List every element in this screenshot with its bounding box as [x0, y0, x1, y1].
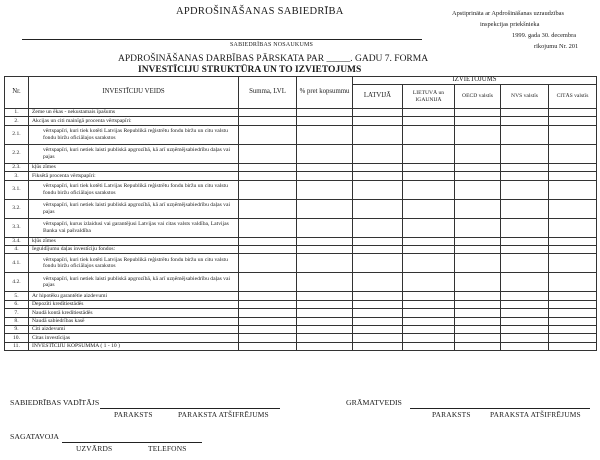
cell-other[interactable] [549, 199, 597, 218]
cell-oecd[interactable] [455, 125, 501, 144]
cell-lt-ee[interactable] [403, 172, 455, 180]
row-number: 7. [5, 309, 29, 317]
cell-latvia[interactable] [353, 237, 403, 245]
cell-pct[interactable] [297, 300, 353, 308]
company-name-line[interactable] [22, 39, 422, 40]
row-number: 3.2. [5, 199, 29, 218]
cell-nvs[interactable] [501, 273, 549, 292]
cell-pct[interactable] [297, 117, 353, 125]
cell-sum[interactable] [239, 117, 297, 125]
cell-oecd[interactable] [455, 342, 501, 350]
cell-pct[interactable] [297, 292, 353, 300]
cell-sum[interactable] [239, 273, 297, 292]
prepared-line[interactable] [62, 442, 202, 443]
cell-other[interactable] [549, 317, 597, 325]
accountant-sign-caption: PARAKSTS [432, 410, 471, 419]
cell-oecd[interactable] [455, 199, 501, 218]
approval-line-1: Apstiprināta ar Apdrošināšanas uzraudzības [452, 10, 564, 17]
cell-lt-ee[interactable] [403, 300, 455, 308]
row-number: 10. [5, 334, 29, 342]
cell-nvs[interactable] [501, 172, 549, 180]
cell-pct[interactable] [297, 325, 353, 333]
row-number: 3. [5, 172, 29, 180]
table-row [5, 273, 597, 292]
cell-nvs[interactable] [501, 325, 549, 333]
prepared-name-caption: UZVĀRDS [76, 444, 113, 453]
table-row [5, 117, 597, 125]
cell-sum[interactable] [239, 163, 297, 171]
cell-oecd[interactable] [455, 218, 501, 237]
table-row [5, 144, 597, 163]
cell-latvia[interactable] [353, 300, 403, 308]
cell-sum[interactable] [239, 300, 297, 308]
cell-other[interactable] [549, 245, 597, 253]
cell-latvia[interactable] [353, 199, 403, 218]
cell-lt-ee[interactable] [403, 254, 455, 273]
row-number: 6. [5, 300, 29, 308]
cell-lt-ee[interactable] [403, 325, 455, 333]
cell-other[interactable] [549, 109, 597, 117]
row-number: 1. [5, 109, 29, 117]
cell-nvs[interactable] [501, 254, 549, 273]
cell-other[interactable] [549, 342, 597, 350]
cell-other[interactable] [549, 218, 597, 237]
cell-pct[interactable] [297, 342, 353, 350]
cell-sum[interactable] [239, 237, 297, 245]
cell-pct[interactable] [297, 199, 353, 218]
cell-lt-ee[interactable] [403, 245, 455, 253]
cell-oecd[interactable] [455, 300, 501, 308]
row-description: Akcijas un citi mainīgā procenta vērtspapīri: [29, 117, 239, 125]
cell-other[interactable] [549, 117, 597, 125]
cell-pct[interactable] [297, 334, 353, 342]
accountant-label: GRĀMATVEDIS [346, 398, 402, 407]
row-number: 3.1. [5, 180, 29, 199]
cell-lt-ee[interactable] [403, 125, 455, 144]
table-row [5, 300, 597, 308]
cell-pct[interactable] [297, 218, 353, 237]
table-row [5, 342, 597, 350]
row-number: 4. [5, 245, 29, 253]
col-header-oecd: OECD valstīs [455, 85, 501, 109]
cell-lt-ee[interactable] [403, 180, 455, 199]
row-description: vērtspapīri, kuri netiek laisti publiskā apgrozībā, kā arī uzņēmējsabiedrību daļas vai pajas [29, 199, 239, 218]
cell-sum[interactable] [239, 254, 297, 273]
row-number: 9. [5, 325, 29, 333]
cell-sum[interactable] [239, 125, 297, 144]
cell-pct[interactable] [297, 144, 353, 163]
row-number: 2. [5, 117, 29, 125]
cell-latvia[interactable] [353, 317, 403, 325]
cell-latvia[interactable] [353, 180, 403, 199]
table-row [5, 163, 597, 171]
cell-nvs[interactable] [501, 245, 549, 253]
approval-note [452, 8, 598, 52]
head-label: SABIEDRĪBAS VADĪTĀJS [10, 398, 100, 407]
row-number: 5. [5, 292, 29, 300]
cell-oecd[interactable] [455, 180, 501, 199]
cell-other[interactable] [549, 300, 597, 308]
cell-nvs[interactable] [501, 218, 549, 237]
cell-nvs[interactable] [501, 334, 549, 342]
cell-nvs[interactable] [501, 180, 549, 199]
cell-other[interactable] [549, 309, 597, 317]
cell-sum[interactable] [239, 317, 297, 325]
cell-pct[interactable] [297, 237, 353, 245]
cell-lt-ee[interactable] [403, 109, 455, 117]
table-row [5, 199, 597, 218]
cell-nvs[interactable] [501, 342, 549, 350]
cell-sum[interactable] [239, 245, 297, 253]
cell-pct[interactable] [297, 245, 353, 253]
col-header-type: INVESTĪCIJU VEIDS [29, 77, 239, 109]
cell-lt-ee[interactable] [403, 273, 455, 292]
row-number: 2.1. [5, 125, 29, 144]
row-description: Naudā sabiedrības kasē [29, 317, 239, 325]
head-signature-line[interactable] [100, 408, 280, 409]
col-header-sum: Summa, LVL [239, 77, 297, 109]
cell-sum[interactable] [239, 342, 297, 350]
cell-nvs[interactable] [501, 300, 549, 308]
investment-table [4, 76, 597, 351]
table-row [5, 245, 597, 253]
cell-oecd[interactable] [455, 334, 501, 342]
cell-oecd[interactable] [455, 163, 501, 171]
cell-pct[interactable] [297, 180, 353, 199]
cell-oecd[interactable] [455, 317, 501, 325]
report-subtitle: INVESTĪCIJU STRUKTŪRA UN TO IZVIETOJUMS [138, 65, 362, 75]
cell-oecd[interactable] [455, 325, 501, 333]
table-row [5, 109, 597, 117]
row-description: Depozīti kredītiestādēs [29, 300, 239, 308]
table-row [5, 180, 597, 199]
approval-line-4: rīkojumu Nr. 201 [534, 43, 579, 50]
cell-other[interactable] [549, 273, 597, 292]
cell-latvia[interactable] [353, 325, 403, 333]
cell-pct[interactable] [297, 254, 353, 273]
cell-latvia[interactable] [353, 245, 403, 253]
table-row [5, 325, 597, 333]
row-description: INVESTĪCIJU KOPSUMMA ( 1 - 10 ) [29, 342, 239, 350]
cell-latvia[interactable] [353, 273, 403, 292]
cell-oecd[interactable] [455, 254, 501, 273]
cell-other[interactable] [549, 163, 597, 171]
cell-latvia[interactable] [353, 172, 403, 180]
cell-sum[interactable] [239, 325, 297, 333]
insurer-title: APDROŠINĀŠANAS SABIEDRĪBA [176, 6, 344, 17]
cell-nvs[interactable] [501, 237, 549, 245]
cell-sum[interactable] [239, 144, 297, 163]
cell-latvia[interactable] [353, 117, 403, 125]
table-row [5, 125, 597, 144]
cell-lt-ee[interactable] [403, 218, 455, 237]
col-header-other: CITĀS valstīs [549, 85, 597, 109]
row-description: Ieguldījumu daļas investīciju fondos: [29, 245, 239, 253]
cell-other[interactable] [549, 334, 597, 342]
company-name-caption: SABIEDRĪBAS NOSAUKUMS [230, 42, 314, 48]
cell-sum[interactable] [239, 109, 297, 117]
head-decode-caption: PARAKSTA ATŠIFRĒJUMS [178, 410, 269, 419]
cell-oecd[interactable] [455, 109, 501, 117]
cell-latvia[interactable] [353, 342, 403, 350]
approval-line-2: inspekcijas priekšnieka [480, 21, 540, 28]
row-description: Citi aizdevumi [29, 325, 239, 333]
cell-nvs[interactable] [501, 163, 549, 171]
cell-pct[interactable] [297, 273, 353, 292]
cell-oecd[interactable] [455, 292, 501, 300]
cell-pct[interactable] [297, 125, 353, 144]
cell-lt-ee[interactable] [403, 334, 455, 342]
row-number: 4.1. [5, 254, 29, 273]
cell-nvs[interactable] [501, 117, 549, 125]
prepared-phone-caption: TELEFONS [148, 444, 187, 453]
table-row [5, 292, 597, 300]
cell-nvs[interactable] [501, 317, 549, 325]
cell-latvia[interactable] [353, 144, 403, 163]
cell-other[interactable] [549, 180, 597, 199]
table-row [5, 254, 597, 273]
row-description: vērtspapīri, kurus izlaidusi vai garantējusi Latvijas vai citas valsts valdība, Latvijas Banka vai pašvaldība [29, 218, 239, 237]
cell-other[interactable] [549, 125, 597, 144]
cell-sum[interactable] [239, 172, 297, 180]
cell-other[interactable] [549, 144, 597, 163]
approval-line-3: 1999. gada 30. decembra [512, 32, 577, 39]
row-number: 11. [5, 342, 29, 350]
row-description: Zeme un ēkas - nekustamais īpašums [29, 109, 239, 117]
cell-lt-ee[interactable] [403, 237, 455, 245]
cell-lt-ee[interactable] [403, 163, 455, 171]
cell-pct[interactable] [297, 309, 353, 317]
cell-lt-ee[interactable] [403, 117, 455, 125]
cell-sum[interactable] [239, 309, 297, 317]
cell-nvs[interactable] [501, 109, 549, 117]
table-row [5, 172, 597, 180]
cell-nvs[interactable] [501, 199, 549, 218]
row-description: Citas investīcijas [29, 334, 239, 342]
cell-other[interactable] [549, 325, 597, 333]
table-row [5, 317, 597, 325]
cell-other[interactable] [549, 172, 597, 180]
row-description: Ar hipotēku garantētie aizdevumi [29, 292, 239, 300]
table-row [5, 309, 597, 317]
row-number: 8. [5, 317, 29, 325]
row-number: 2.2. [5, 144, 29, 163]
row-description: kļūs zīmes [29, 237, 239, 245]
cell-sum[interactable] [239, 292, 297, 300]
col-header-nr: Nr. [5, 77, 29, 109]
prepared-label: SAGATAVOJA [10, 432, 60, 441]
cell-other[interactable] [549, 237, 597, 245]
cell-nvs[interactable] [501, 309, 549, 317]
cell-pct[interactable] [297, 163, 353, 171]
row-number: 3.4. [5, 237, 29, 245]
accountant-signature-line[interactable] [410, 408, 590, 409]
cell-other[interactable] [549, 254, 597, 273]
cell-latvia[interactable] [353, 254, 403, 273]
cell-pct[interactable] [297, 172, 353, 180]
col-header-nvs: NVS valstīs [501, 85, 549, 109]
table-row [5, 237, 597, 245]
cell-oecd[interactable] [455, 237, 501, 245]
cell-oecd[interactable] [455, 273, 501, 292]
cell-latvia[interactable] [353, 109, 403, 117]
cell-lt-ee[interactable] [403, 309, 455, 317]
row-description: vērtspapīri, kuri netiek laisti publiskā apgrozībā, kā arī uzņēmējsabiedrību daļas vai pajas [29, 144, 239, 163]
cell-oecd[interactable] [455, 172, 501, 180]
cell-lt-ee[interactable] [403, 292, 455, 300]
row-number: 3.3. [5, 218, 29, 237]
cell-latvia[interactable] [353, 218, 403, 237]
cell-latvia[interactable] [353, 309, 403, 317]
cell-nvs[interactable] [501, 125, 549, 144]
report-title: APDROŠINĀŠANAS DARBĪBAS PĀRSKATA PAR _____. GADU 7. FORMA [118, 54, 429, 64]
cell-nvs[interactable] [501, 292, 549, 300]
cell-lt-ee[interactable] [403, 144, 455, 163]
row-description: Fiksētā procenta vērtspapīri: [29, 172, 239, 180]
cell-latvia[interactable] [353, 292, 403, 300]
cell-oecd[interactable] [455, 144, 501, 163]
row-description: Naudā kontā kredītiestādēs [29, 309, 239, 317]
table-row [5, 218, 597, 237]
col-header-placement: IZVIETOJUMS [353, 77, 597, 85]
cell-lt-ee[interactable] [403, 317, 455, 325]
cell-pct[interactable] [297, 109, 353, 117]
row-number: 4.2. [5, 273, 29, 292]
row-description: vērtspapīri, kuri tiek kotēti Latvijas Republikā reģistrētu fondu biržu un citu valstu fondu biržu oficiālajos sarakstos [29, 180, 239, 199]
cell-lt-ee[interactable] [403, 342, 455, 350]
cell-latvia[interactable] [353, 334, 403, 342]
row-description: kļūs zīmes [29, 163, 239, 171]
cell-lt-ee[interactable] [403, 199, 455, 218]
cell-sum[interactable] [239, 334, 297, 342]
row-description: vērtspapīri, kuri tiek kotēti Latvijas Republikā reģistrētu fondu biržu un citu valstu fondu biržu oficiālajos sarakstos [29, 125, 239, 144]
cell-latvia[interactable] [353, 125, 403, 144]
cell-sum[interactable] [239, 180, 297, 199]
cell-sum[interactable] [239, 218, 297, 237]
cell-pct[interactable] [297, 317, 353, 325]
row-number: 2.3. [5, 163, 29, 171]
col-header-latvia: LATVIJĀ [353, 85, 403, 109]
table-row [5, 334, 597, 342]
cell-oecd[interactable] [455, 117, 501, 125]
cell-oecd[interactable] [455, 245, 501, 253]
col-header-lt-ee: LIETUVĀ un IGAUNIJĀ [403, 85, 455, 109]
cell-nvs[interactable] [501, 144, 549, 163]
cell-oecd[interactable] [455, 309, 501, 317]
accountant-decode-caption: PARAKSTA ATŠIFRĒJUMS [490, 410, 581, 419]
cell-latvia[interactable] [353, 163, 403, 171]
head-sign-caption: PARAKSTS [114, 410, 153, 419]
row-description: vērtspapīri, kuri tiek kotēti Latvijas Republikā reģistrētu fondu biržu un citu valstu fondu biržu oficiālajos sarakstos [29, 254, 239, 273]
cell-sum[interactable] [239, 199, 297, 218]
cell-other[interactable] [549, 292, 597, 300]
row-description: vērtspapīri, kuri netiek laisti publiskā apgrozībā, kā arī uzņēmējsabiedrību daļas vai pajas [29, 273, 239, 292]
col-header-pct: % pret kopsummu [297, 77, 353, 109]
